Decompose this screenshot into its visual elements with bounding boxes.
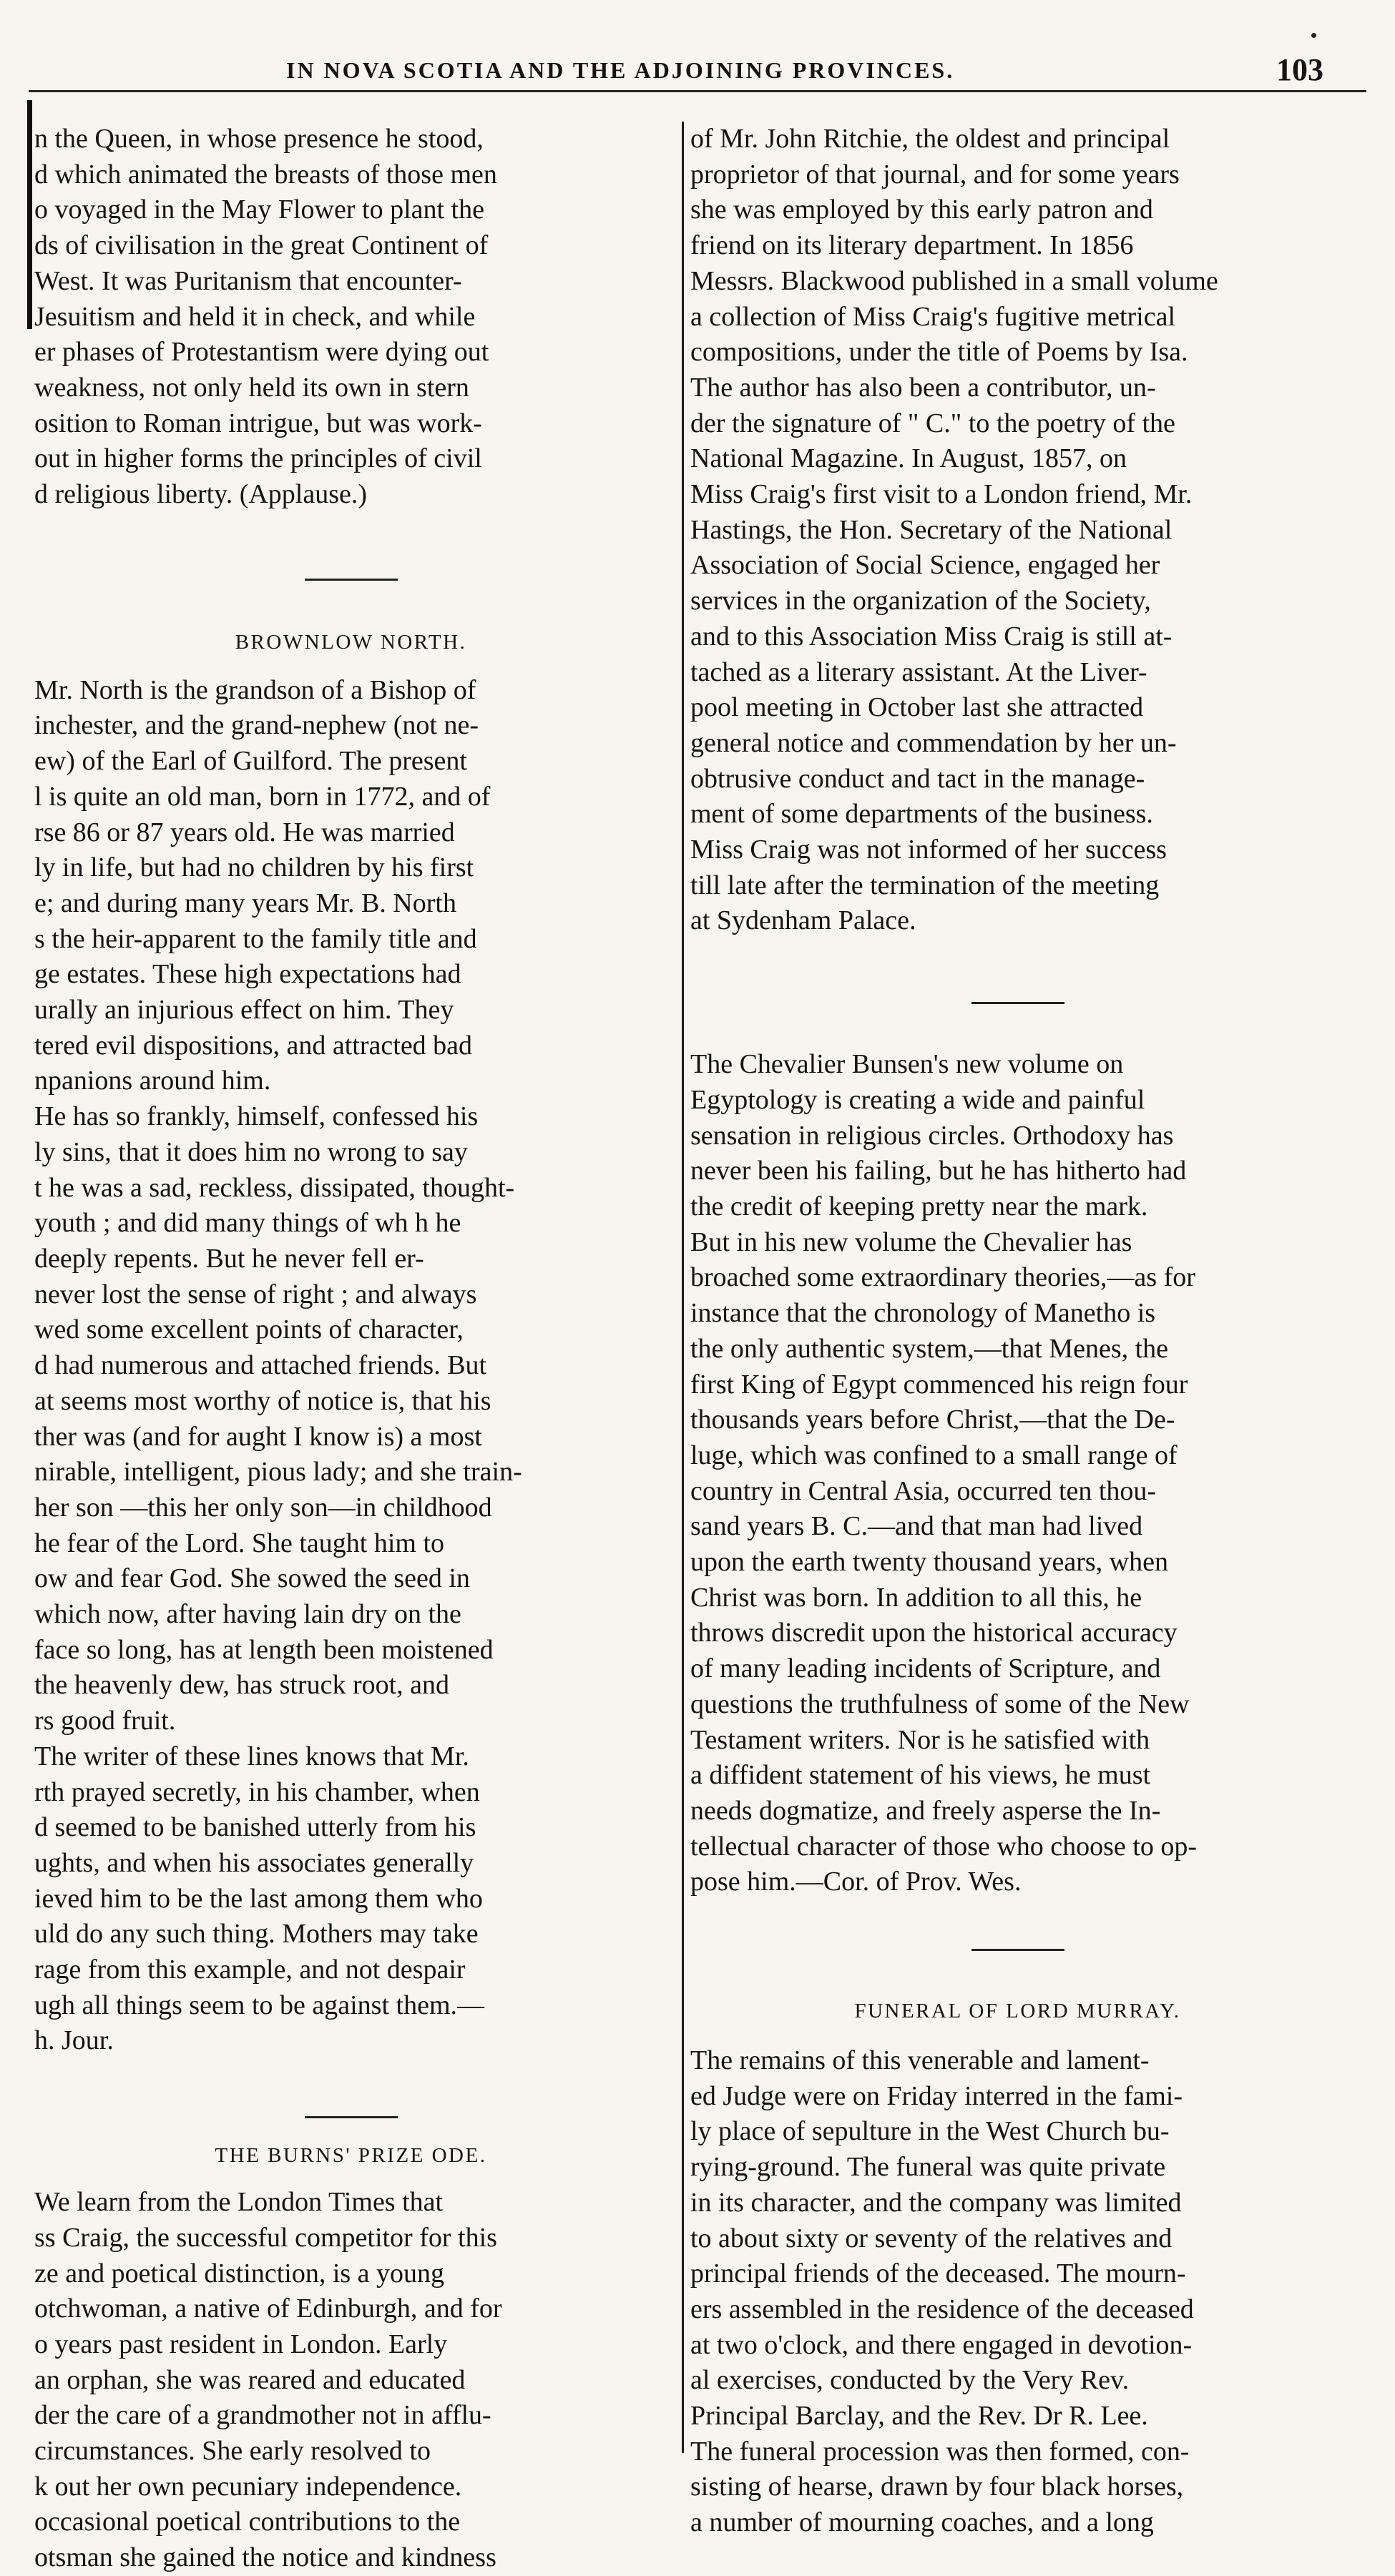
intro-paragraph: n the Queen, in whose presence he stood, d which animated the breasts of those men o voyaged in the May Flower to plant the ds of civilisation in the great Continent of West. It was Puritanism that encounter- Jesuitism and held it in check, and while er phases of Protestantism were dying out weakness, not only held its own in stern osition to Roman intrigue, but was work- out in higher forms the principles of civil d religious liberty. (Applause.) [34, 124, 497, 510]
running-head [29, 52, 1366, 100]
funeral-paragraph: The remains of this venerable and lament- ed Judge were on Friday interred in the fami- ly place of sepulture in the West Church bu- rying-ground. The funeral was quite private in its character, and the company was limited to about sixty or seventy of the relatives and principal friends of the deceased. The mourn- ers assembled in the residence of the deceased at two o'clock, and there engaged in devotion- al exercises, conducted by the Very Rev. Principal Barclay, and the Rev. Dr R. Lee. The funeral procession was then formed, con- sisting of hearse, drawn by four black horses, a number of mourning coaches, and a long [690, 2045, 1194, 2538]
right-column [690, 122, 1345, 2538]
ink-speck [1311, 33, 1316, 38]
brownlow-paragraph-2: He has so frankly, himself, confessed his ly sins, that it does him no wrong to say t he was a sad, reckless, dissipated, thought- youth ; and did many things of wh h he deeply repents. But he never fell er- never lost the sense of right ; and always wed some excellent points of character, d had numerous and attached friends. But at seems most worthy of notice is, that his ther was (and for aught I know is) a most nirable, intelligent, pious lady; and she train- her son —this her only son—in childhood he fear of the Lord. She taught him to ow and fear God. She sowed the seed in which now, after having lain dry on the face so long, has at length been moistened the heavenly dew, has struck root, and rs good fruit. [34, 1101, 522, 1736]
bunsen-paragraph: The Chevalier Bunsen's new volume on Egyptology is creating a wide and painful sensation in religious circles. Orthodoxy has never been his failing, but he has hitherto had the credit of keeping pretty near the mark. But in his new volume the Chevalier has broached some extraordinary theories,—as for instance that the chronology of Manetho is the only authentic system,—that Menes, the first King of Egypt commenced his reign four thousands years before Christ,—that the De- luge, which was confined to a small range of country in Central Asia, occurred ten thou- sand years B. C.—and that man had lived upon the earth twenty thousand years, when Christ was born. In addition to all this, he throws discredit upon the historical accuracy of many leading incidents of Scripture, and questions the truthfulness of some of the New Testament writers. Nor is he satisfied with a diffident statement of his views, he must needs dogmatize, and freely asperse the In- tellectual character of those who choose to op- pose him.—Cor. of Prov. Wes. [690, 1049, 1197, 1897]
running-title: IN NOVA SCOTIA AND THE ADJOINING PROVINCES. [286, 57, 955, 83]
brownlow-paragraph-3: The writer of these lines knows that Mr. rth prayed secretly, in his chamber, when d seemed to be banished utterly from his ughts, and when his associates generally ieved him to be the last among them who uld do any such thing. Mothers may take rage from this example, and not despair ugh all things seem to be against them.— h. Jour. [34, 1741, 485, 2056]
funeral-heading: FUNERAL OF LORD MURRAY. [854, 2000, 1181, 2023]
brownlow-north-heading: BROWNLOW NORTH. [235, 630, 467, 654]
burns-prize-ode-heading: THE BURNS' PRIZE ODE. [215, 2144, 487, 2168]
burns-paragraph-1: We learn from the London Times that ss Craig, the successful competitor for this ze and poetical distinction, is a young otchwoman, a native of Edinburgh, and for o years past resident in London. Early an orphan, she was reared and educated der the care of a grandmother not in afflu- circumstances. She early resolved to k out her own pecuniary independence. occasional poetical contributions to the otsman she gained the notice and kindness [34, 2187, 502, 2573]
header-rule [29, 90, 1366, 92]
binding-edge-mark [27, 100, 32, 329]
burns-continuation: of Mr. John Ritchie, the oldest and principal proprietor of that journal, and for some years she was employed by this early patron and friend on its literary department. In 1856 Messrs. Blackwood published in a small volume a collection of Miss Craig's fugitive metrical compositions, under the title of Poems by Isa. [690, 124, 1218, 368]
brownlow-paragraph-1: Mr. North is the grandson of a Bishop of inchester, and the grand-nephew (not ne- ew) of the Earl of Guilford. The present l is quite an old man, born in 1772, and of rse 86 or 87 years old. He was married ly in life, but had no children by his first e; and during many years Mr. B. North s the heir-apparent to the family title and ge estates. These high expectations had urally an injurious effect on him. They tered evil dispositions, and attracted bad npanions around him. [34, 674, 491, 1096]
column-divider [682, 122, 684, 2453]
burns-paragraph-2: The author has also been a contributor, un- der the signature of " C." to the poetry of the National Magazine. In August, 1857, on Miss Craig's first visit to a London friend, Mr. Hastings, the Hon. Secretary of the National Association of Social Science, engaged her services in the organization of the Society, and to this Association Miss Craig is still at- tached as a literary assistant. At the Liver- pool meeting in October last she attracted general notice and commendation by her un- obtrusive conduct and tact in the manage- ment of some departments of the business. Miss Craig was not informed of her success till late after the termination of the meeting at Sydenham Palace. [690, 372, 1193, 936]
left-column [34, 122, 667, 2573]
page-number: 103 [1276, 52, 1323, 87]
